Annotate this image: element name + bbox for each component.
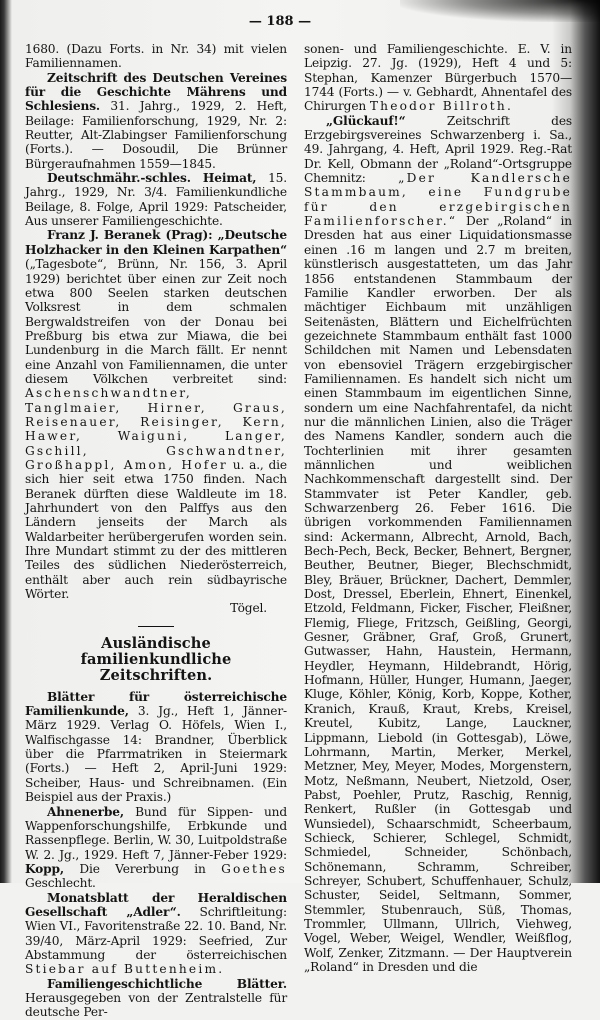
entry-title: Zeitschrift des Deutschen Vereines für die Geschichte Mährens und Schlesiens. [25,70,287,114]
entry-body: („Tagesbote“, Brünn, Nr. 156, 3. April 1929) berichtet über einen zur Zeit noch etwa 800 Seelen starken deutschen Volksrest in dem schmalen Bergwaldstreifen von der Donau bei Preßburg bis etwa zur Miawa, die bei Lundenburg in die March fällt. Er nennt eine Anzahl von Familiennamen, die unter diesem Völkchen verbreitet sind: [25,257,287,386]
entry-familiengeschichtliche-blaetter [25,977,287,1020]
entry-body: 3. Jg., Heft 1, Jänner-März 1929. Verlag O. Höfels, Wien I., Walfischgasse 14: Brandner, Überblick über die Pfarrmatriken in Steiermark (Forts.) — Heft 2, April-Juni 1929: Scheiber, Haus- und Schreibnamen. (Ein Beispiel aus der Praxis.) [25,704,287,805]
entry-title: Familiengeschichtliche Blätter. [47,976,287,991]
spaced-title: „Der Kandlersche Stammbaum, eine Fundgrube für den erzgebirgischen Familienforscher.“ [304,171,572,229]
entry-title: Franz J. Beranek (Prag): „Deutsche Holzhacker in den Kleinen Karpathen“ [25,228,287,257]
entry-ahnenerbe [25,805,287,891]
spaced-name: Goethes [221,861,287,876]
entry-title: „Glückauf!“ [326,113,406,128]
entry-body: Geschlecht. [25,876,96,891]
right-column [304,42,572,974]
left-column [25,42,287,1020]
entry-body: Herausgegeben von der Zentralstelle für deutsche Per- [25,990,287,1020]
entry-body: Der „Roland“ in Dresden hat aus einer Liquidationsmasse einen .16 m langen und 2.7 m breiten, künstlerisch ausgestatteten, um das Jahr 1856 entstandenen Stammbaum der Familie Kandler erworben. Der als mächtiger Eichbaum mit unzähligen Seitenästen, Blättern und Eichelfrüchten gezeichnete Stammbaum enthält fast 1000 Schildchen mit Namen und Lebensdaten von ebensoviel Trägern erzgebirgischer Familiennamen. Es handelt sich nicht um einen Stammbaum im eigentlichen Sinne, sondern um eine Nachfahrentafel, da nicht nur die männlichen Linien, also die Träger des Namens Kandler, sondern auch die Tochterlinien mit ihrer gesamten männlichen und weiblichen Nachkommenschaft dargestellt sind. Der Stammvater ist Peter Kandler, geb. Schwarzenberg 26. Feber 1616. Die übrigen vorkommenden Familiennamen sind: Ackermann, Albrecht, Arnold, Bach, Bech-Pech, Beck, Becker, Behnert, Bergner, Beuther, Beutner, Bieger, Blechschmidt, Bley, Bräuer, Brückner, Dachert, Demmler, Dost, Dressel, Eberlein, Ehnert, Einenkel, Etzold, Feldmann, Ficker, Fischer, Fleißner, Flemig, Fliege, Fritzsch, Geißling, Georgi, Gesner, Gräbner, Graf, Groß, Grunert, Gutwasser, Hahn, Haustein, Hermann, Heydler, Heymann, Hildebrandt, Hörig, Hofmann, Hüller, Hunger, Humann, Jaeger, Kluge, Köhler, König, Korb, Koppe, Kother, Kranich, Krauß, Kraut, Krebs, Kreisel, Kreutel, Kubitz, Lange, Lauckner, Lippmann, Liebold (in Gottesgab), Löwe, Lohrmann, Martin, Merker, Merkel, Metzner, Mey, Meyer, Modes, Morgenstern, Motz, Neßmann, Neubert, Nietzold, Oser, Pabst, Poehler, Prutz, Raschig, Rennig, Renkert, Rußler (in Gottesgab und Wunsiedel), Schaarschmidt, Scheerbaum, Schieck, Schierer, Schlegel, Schmidt, Schmiedel, Schneider, Schönbach, Schönemann, Schramm, Schreiber, Schreyer, Schubert, Schuffenhauer, Schulz, Schuster, Seidel, Seltmann, Sommer, Stemmler, Stubenrauch, Süß, Thomas, Trommler, Ullmann, Ullrich, Viehweg, Vogel, Weber, Weigel, Wendler, Weißflog, Wolf, Zenker, Zitzmann. — Der Hauptverein „Roland“ in Dresden und die [304,214,572,974]
entry-body: 15. Jahrg., 1929, Nr. 3/4. Familienkundliche Beilage, 8. Folge, April 1929: Patscheider, Aus unserer Familiengeschichte. [25,171,288,229]
entry-body: 31. Jahrg., 1929, 2. Heft, Beilage: Familienforschung, 1929, Nr. 2: Reutter, Alt-Zlabingser Familienforschung (Forts.). — Dosoudil, Die Brünner Bürgeraufnahmen 1559—1845. [25,99,287,171]
entry-body: sonen- und Familiengeschichte. E. V. in Leipzig. 27. Jg. (1929), Heft 4 und 5: Stephan, Kamenzer Bürgerbuch 1570—1744 (Forts.) — v. Gebhardt, Ahnentafel des Chirurgen [304,42,572,114]
paragraph-continuation [304,42,572,114]
entry-body: Die Vererbung in [64,861,222,876]
entry-body: Zeitschrift des Erzgebirgsvereines Schwarzenberg i. Sa., 49. Jahrgang, 4. Heft, April 1929. Reg.-Rat Dr. Kell, Obmann der „Roland“-Ortsgruppe Chemnitz: [304,113,572,186]
page-number: — 188 — [248,14,312,29]
spaced-name: Theodor Billroth. [369,99,514,114]
entry-deutschmaehr-heimat [25,171,287,228]
section-heading: Ausländische familienkundliche Zeitschriften. [80,634,232,684]
spaced-names: Aschenschwandtner, Tanglmaier, Hirner, Graus, Reisenauer, Reisinger, Kern, Hawer, Waiguni, Langer, Gschill, Gschwandtner, Großhappl, Amon, Hofer [25,386,287,472]
entry-monatsblatt-adler [25,891,287,977]
entry-body: u. a., die sich hier seit etwa 1750 finden. Nach Beranek dürften diese Waldleute im 18. Jahrhundert von den Palffys aus den Ländern jenseits der March als Waldarbeiter herübergerufen worden sein. Ihre Mundart stimmt zu der des mittleren Teiles des südlichen Niederösterreich, enthält aber auch rein südbayrische Wörter. [25,457,287,602]
entry-title: Blätter für österreichische Familienkunde, [25,689,287,719]
entry-blaetter-oesterreich [25,690,287,805]
entry-title: Monatsblatt der Heraldischen Gesellschaft „Adler“. [25,890,287,919]
entry-title: Deutschmähr.-schles. Heimat, [47,171,257,186]
author-signature: Tögel. [230,601,267,616]
section-divider [138,626,174,627]
entry-body: Schriftleitung: Wien VI., Favoritenstraße 22. 10. Band, Nr. 39/40, März-April 1929: Seefried, Zur Abstammung der österreichischen [25,904,287,962]
entry-beranek [25,228,287,601]
entry-body: Bund für Sippen- und Wappenforschungshilfe, Erbkunde und Rassenpflege. Berlin, W. 30, Luitpoldstraße W. 2. Jg., 1929. Heft 7, Jänner-Feber 1929: [25,804,287,862]
entry-zeitschrift-maehren [25,71,287,171]
paragraph-continuation: 1680. (Dazu Forts. in Nr. 34) mit vielen Familiennamen. [25,42,287,71]
entry-author: Kopp, [25,861,64,876]
entry-title: Ahnenerbe, [47,804,124,819]
spaced-name: Stiebar auf Buttenheim. [25,962,225,977]
entry-glueckauf [304,114,572,975]
